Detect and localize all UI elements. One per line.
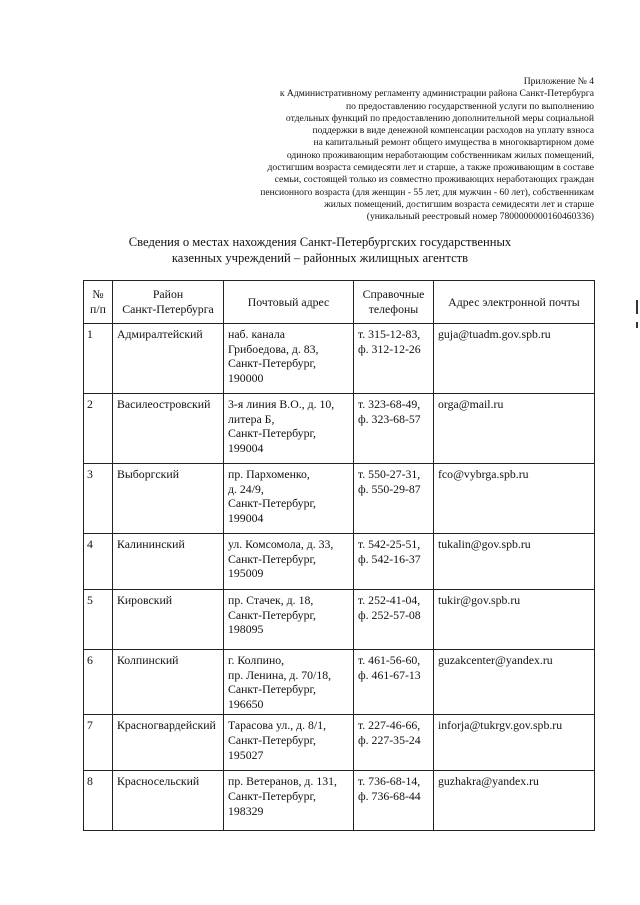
row-email: fco@vybrga.spb.ru (434, 464, 595, 534)
appendix-header (174, 76, 594, 224)
row-email: guja@tuadm.gov.spb.ru (434, 324, 595, 394)
row-email: guzakcenter@yandex.ru (434, 650, 595, 715)
row-phones: т. 252-41-04, ф. 252-57-08 (354, 590, 434, 650)
appendix-line: Приложение № 4 (523, 76, 594, 87)
row-email: orga@mail.ru (434, 394, 595, 464)
appendix-line: к Административному регламенту администрации района Санкт-Петербурга (279, 88, 594, 100)
row-address: ул. Комсомола, д. 33, Санкт-Петербург, 195009 (224, 534, 354, 590)
row-email: tukir@gov.spb.ru (434, 590, 595, 650)
row-num: 3 (84, 464, 113, 534)
title-line: Сведения о местах нахождения Санкт-Петербургских государственных (128, 235, 512, 249)
row-num: 8 (84, 771, 113, 831)
row-num: 5 (84, 590, 113, 650)
table-row (84, 534, 595, 590)
row-email: tukalin@gov.spb.ru (434, 534, 595, 590)
table-row (84, 590, 595, 650)
agencies-table (83, 280, 595, 831)
row-address: пр. Пархоменко, д. 24/9, Санкт-Петербург, 199004 (224, 464, 354, 534)
table-row (84, 715, 595, 771)
row-phones: т. 550-27-31, ф. 550-29-87 (354, 464, 434, 534)
row-email: guzhakra@yandex.ru (434, 771, 595, 831)
table-row (84, 464, 595, 534)
row-email: inforja@tukrgv.gov.spb.ru (434, 715, 595, 771)
row-address: пр. Стачек, д. 18, Санкт-Петербург, 198095 (224, 590, 354, 650)
header-address: Почтовый адрес (224, 281, 354, 324)
row-district: Красногвардейский (113, 715, 224, 771)
row-district: Калининский (113, 534, 224, 590)
appendix-line: жилых помещений, достигшим возраста семидесяти лет и старше (324, 198, 594, 210)
row-address: пр. Ветеранов, д. 131, Санкт-Петербург, 198329 (224, 771, 354, 831)
row-num: 7 (84, 715, 113, 771)
appendix-line: поддержки в виде денежной компенсации расходов на уплату взноса (312, 125, 594, 137)
row-address: 3-я линия В.О., д. 10, литера Б, Санкт-Петербург, 199004 (224, 394, 354, 464)
table-row (84, 771, 595, 831)
row-num: 4 (84, 534, 113, 590)
scan-edge-mark (636, 322, 638, 328)
row-district: Василеостровский (113, 394, 224, 464)
row-num: 6 (84, 650, 113, 715)
appendix-line: по предоставлению государственной услуги по выполнению (345, 100, 594, 112)
row-num: 2 (84, 394, 113, 464)
row-district: Колпинский (113, 650, 224, 715)
table-header-row (84, 281, 595, 324)
document-title (0, 234, 640, 266)
appendix-line: отдельных функций по предоставлению дополнительной меры социальной (285, 112, 594, 124)
table-row (84, 394, 595, 464)
row-phones: т. 323-68-49, ф. 323-68-57 (354, 394, 434, 464)
row-district: Кировский (113, 590, 224, 650)
appendix-line: на капитальный ремонт общего имущества в многоквартирном доме (313, 137, 594, 149)
row-num: 1 (84, 324, 113, 394)
table-row (84, 650, 595, 715)
row-phones: т. 736-68-14, ф. 736-68-44 (354, 771, 434, 831)
row-phones: т. 227-46-66, ф. 227-35-24 (354, 715, 434, 771)
appendix-line: семьи, состоящей только из совместно проживающих неработающих граждан (274, 174, 594, 186)
header-num: № п/п (84, 281, 113, 324)
row-phones: т. 461-56-60, ф. 461-67-13 (354, 650, 434, 715)
appendix-line: (уникальный реестровый номер 7800000000160460336) (366, 211, 594, 223)
row-district: Адмиралтейский (113, 324, 224, 394)
row-district: Выборгский (113, 464, 224, 534)
row-phones: т. 542-25-51, ф. 542-16-37 (354, 534, 434, 590)
title-line: казенных учреждений – районных жилищных агентств (171, 251, 469, 265)
row-address: г. Колпино, пр. Ленина, д. 70/18, Санкт-Петербург, 196650 (224, 650, 354, 715)
header-phones: Справочные телефоны (354, 281, 434, 324)
row-district: Красносельский (113, 771, 224, 831)
header-email: Адрес электронной почты (434, 281, 595, 324)
appendix-line: одиноко проживающим неработающим собственникам жилых помещений, (286, 149, 594, 161)
row-address: наб. канала Грибоедова, д. 83, Санкт-Петербург, 190000 (224, 324, 354, 394)
row-phones: т. 315-12-83, ф. 312-12-26 (354, 324, 434, 394)
appendix-line: пенсионного возраста (для женщин - 55 лет, для мужчин - 60 лет), собственникам (260, 186, 594, 198)
table-row (84, 324, 595, 394)
header-district: Район Санкт-Петербурга (113, 281, 224, 324)
appendix-line: достигшим возраста семидесяти лет и старше, а также проживающим в составе (267, 162, 594, 174)
row-address: Тарасова ул., д. 8/1, Санкт-Петербург, 195027 (224, 715, 354, 771)
scan-edge-mark (636, 300, 638, 314)
